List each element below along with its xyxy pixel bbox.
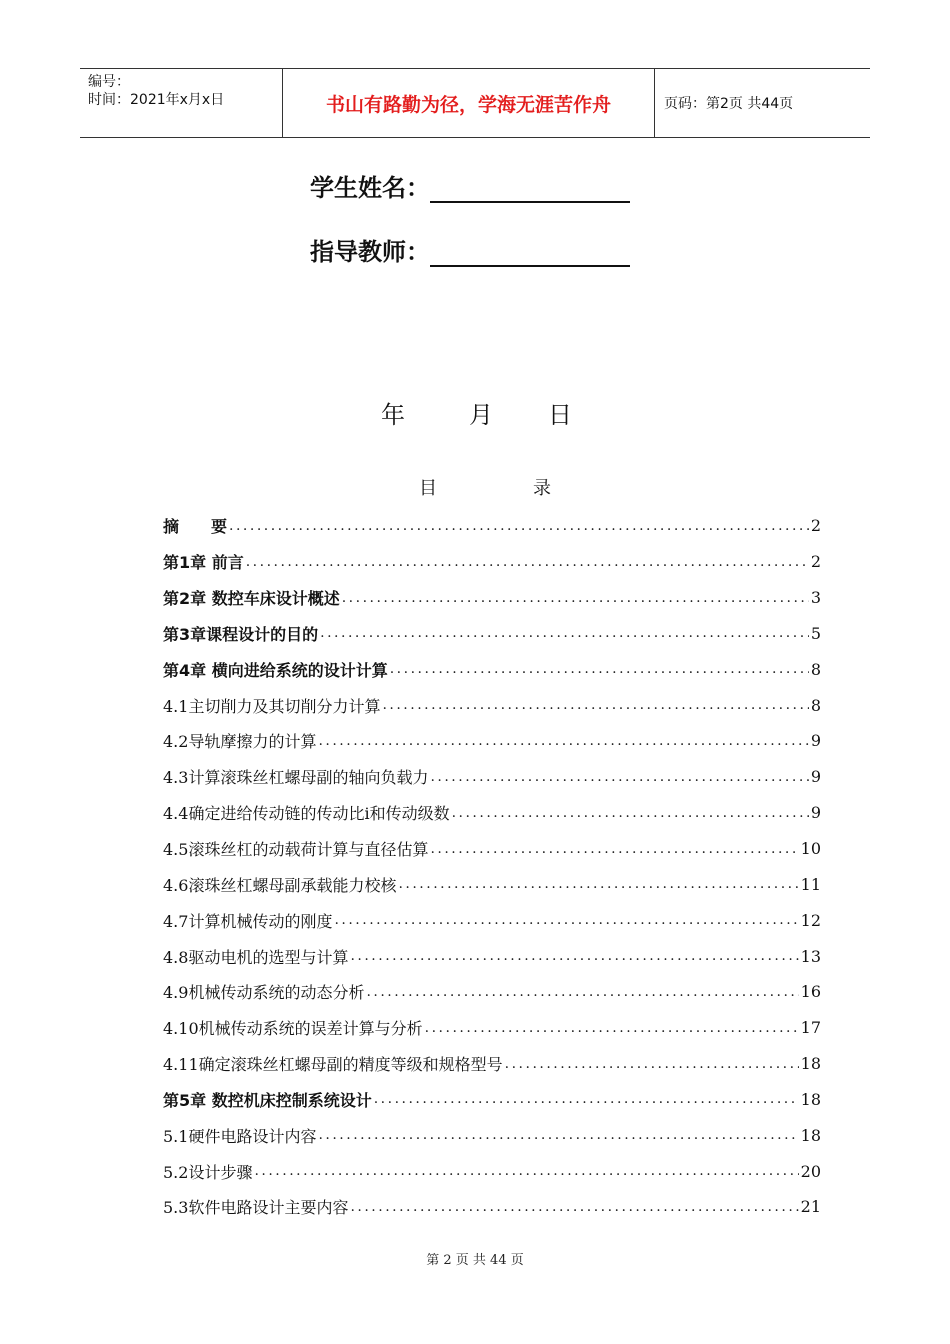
toc-entry[interactable] (163, 1010, 821, 1046)
student-name-blank (430, 175, 630, 203)
toc-entry[interactable] (163, 1046, 821, 1082)
toc-entry-title: 第4章 横向进给系统的设计计算 (163, 660, 388, 680)
date-year: 年 (381, 401, 405, 429)
table-of-contents (163, 508, 821, 1225)
toc-dot-leader (350, 948, 798, 964)
toc-entry-page: 13 (800, 946, 821, 966)
toc-dot-leader (398, 876, 798, 892)
toc-entry[interactable] (163, 902, 821, 938)
toc-entry[interactable] (163, 1189, 821, 1225)
toc-entry-page: 5 (810, 623, 821, 643)
toc-dot-leader (390, 661, 809, 677)
toc-dot-leader (334, 912, 798, 928)
toc-entry-title: 第3章课程设计的目的 (163, 624, 319, 644)
toc-entry-title: 5.2设计步骤 (163, 1162, 253, 1182)
date-day: 日 (548, 401, 572, 429)
toc-dot-leader (318, 733, 808, 749)
toc-entry-page: 17 (800, 1018, 821, 1038)
toc-dot-leader (246, 554, 809, 570)
toc-entry-title: 4.3计算滚珠丝杠螺母副的轴向负载力 (163, 768, 429, 788)
toc-entry-page: 2 (810, 516, 821, 536)
toc-entry-page: 18 (800, 1089, 821, 1109)
toc-dot-leader (430, 769, 808, 785)
toc-entry-page: 11 (800, 874, 821, 894)
toc-entry-page: 12 (800, 910, 821, 930)
student-name-label: 学生姓名： (310, 174, 430, 202)
header-page-info: 页码：第2页 共44页 (664, 96, 794, 112)
toc-entry[interactable] (163, 651, 821, 687)
toc-title-part: 目 (419, 478, 437, 499)
advisor-blank (430, 239, 630, 267)
toc-entry-title: 4.4确定进给传动链的传动比i和传动级数 (163, 804, 450, 824)
header-motto: 书山有路勤为径，学海无涯苦作舟 (325, 93, 611, 116)
toc-entry-title: 4.6滚珠丝杠螺母副承载能力校核 (163, 875, 397, 895)
toc-entry[interactable] (163, 580, 821, 616)
toc-entry-title: 5.3软件电路设计主要内容 (163, 1198, 349, 1218)
toc-title-part: 录 (533, 478, 551, 499)
toc-entry[interactable] (163, 508, 821, 544)
toc-entry-page: 2 (810, 552, 821, 572)
toc-dot-leader (318, 1127, 798, 1143)
header-table (80, 68, 870, 138)
toc-dot-leader (382, 697, 808, 713)
page-footer: 第 2 页 共 44 页 (426, 1253, 524, 1268)
toc-entry[interactable] (163, 616, 821, 652)
toc-entry-page: 16 (800, 982, 821, 1002)
toc-dot-leader (374, 1091, 799, 1107)
header-divider (654, 69, 655, 137)
toc-entry[interactable] (163, 866, 821, 902)
toc-entry-title: 4.8驱动电机的选型与计算 (163, 947, 349, 967)
toc-entry-title: 第1章 前言 (163, 553, 244, 573)
toc-dot-leader (366, 984, 798, 1000)
toc-entry-title: 4.7计算机械传动的刚度 (163, 911, 333, 931)
toc-entry-page: 20 (800, 1161, 821, 1181)
toc-entry-page: 9 (810, 731, 821, 751)
advisor-label: 指导教师： (310, 238, 430, 266)
toc-dot-leader (342, 590, 809, 606)
toc-entry[interactable] (163, 1082, 821, 1118)
toc-dot-leader (452, 805, 809, 821)
toc-entry-title: 4.1主切削力及其切削分力计算 (163, 696, 381, 716)
toc-entry[interactable] (163, 687, 821, 723)
toc-dot-leader (229, 518, 809, 534)
toc-entry[interactable] (163, 544, 821, 580)
student-name-field (310, 168, 630, 202)
toc-entry[interactable] (163, 831, 821, 867)
date-month: 月 (469, 401, 493, 429)
toc-dot-leader (430, 841, 798, 857)
toc-dot-leader (254, 1163, 798, 1179)
toc-entry[interactable] (163, 759, 821, 795)
toc-entry-title: 4.5滚珠丝杠的动载荷计算与直径估算 (163, 840, 429, 860)
toc-entry-page: 9 (810, 767, 821, 787)
toc-dot-leader (425, 1020, 799, 1036)
toc-entry-title: 第5章 数控机床控制系统设计 (163, 1090, 372, 1110)
toc-entry-title: 摘 要 (163, 517, 228, 537)
toc-entry[interactable] (163, 1153, 821, 1189)
toc-entry[interactable] (163, 974, 821, 1010)
toc-entry[interactable] (163, 795, 821, 831)
toc-entry[interactable] (163, 938, 821, 974)
toc-entry-page: 3 (810, 588, 821, 608)
toc-entry[interactable] (163, 723, 821, 759)
toc-dot-leader (320, 625, 809, 641)
time-label: 时间：2021年x月x日 (88, 92, 225, 108)
toc-entry-page: 10 (800, 839, 821, 859)
toc-entry-page: 18 (800, 1054, 821, 1074)
toc-entry-title: 4.9机械传动系统的动态分析 (163, 983, 365, 1003)
header-meta (80, 69, 282, 137)
toc-entry-title: 第2章 数控车床设计概述 (163, 589, 340, 609)
toc-entry-title: 5.1硬件电路设计内容 (163, 1126, 317, 1146)
toc-entry-page: 21 (800, 1197, 821, 1217)
toc-dot-leader (350, 1199, 798, 1215)
toc-entry-title: 4.10机械传动系统的误差计算与分析 (163, 1019, 423, 1039)
toc-entry-title: 4.11确定滚珠丝杠螺母副的精度等级和规格型号 (163, 1055, 503, 1075)
toc-entry-page: 8 (810, 659, 821, 679)
toc-dot-leader (505, 1056, 799, 1072)
toc-entry[interactable] (163, 1117, 821, 1153)
number-label: 编号： (88, 74, 130, 90)
toc-entry-page: 18 (800, 1125, 821, 1145)
toc-entry-title: 4.2导轨摩擦力的计算 (163, 732, 317, 752)
advisor-field (310, 232, 630, 266)
toc-entry-page: 9 (810, 803, 821, 823)
toc-entry-page: 8 (810, 695, 821, 715)
